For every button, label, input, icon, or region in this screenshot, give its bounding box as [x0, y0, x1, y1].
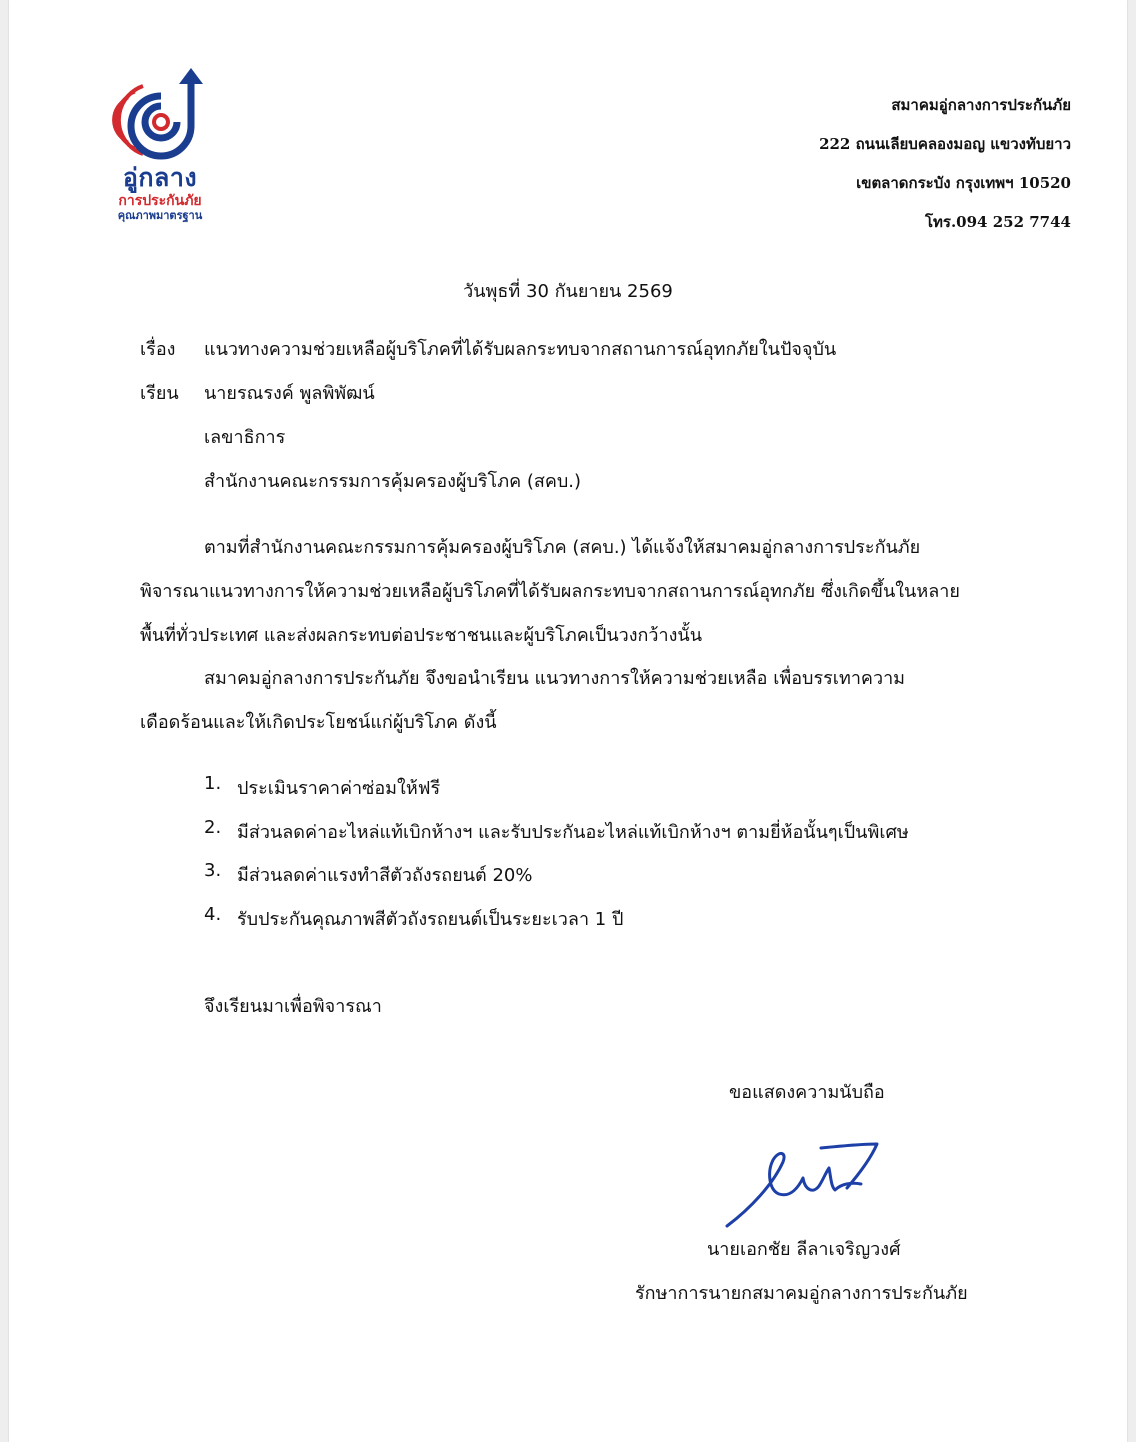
- paragraph-2-line-2: เดือดร้อนและให้เกิดประโยชน์แก่ผู้บริโภค ดังนี้: [140, 712, 497, 733]
- logo-main-text: อู่กลาง: [122, 163, 198, 192]
- subject-text: แนวทางความช่วยเหลือผู้บริโภคที่ได้รับผลกระทบจากสถานการณ์อุทกภัยในปัจจุบัน: [204, 339, 837, 360]
- recipient-position: เลขาธิการ: [204, 427, 286, 448]
- recipient-office: สำนักงานคณะกรรมการคุ้มครองผู้บริโภค (สคบ.): [204, 471, 582, 492]
- recipient-label: เรียน: [140, 383, 179, 404]
- letter-date: วันพุธที่ 30 กันยายน 2569: [463, 281, 673, 302]
- paragraph-1-line-3: พื้นที่ทั่วประเทศ และส่งผลกระทบต่อประชาชนและผู้บริโภคเป็นวงกว้างนั้น: [140, 625, 703, 646]
- list-item-number: 2.: [204, 817, 222, 838]
- list-item-number: 4.: [204, 904, 222, 925]
- list-item-number: 3.: [204, 860, 222, 881]
- logo-subtitle: การประกันภัย: [118, 193, 202, 209]
- subject-label: เรื่อง: [140, 339, 176, 360]
- list-item: รับประกันคุณภาพสีตัวถังรถยนต์เป็นระยะเวลา 1 ปี: [237, 909, 624, 930]
- list-item-number: 1.: [204, 773, 222, 794]
- closing-text: จึงเรียนมาเพื่อพิจารณา: [204, 996, 382, 1017]
- association-logo: [105, 64, 215, 224]
- letter-page: [9, 0, 1127, 1442]
- paragraph-1-line-1: ตามที่สำนักงานคณะกรรมการคุ้มครองผู้บริโภค (สคบ.) ได้แจ้งให้สมาคมอู่กลางการประกันภัย: [204, 537, 921, 558]
- logo-emblem-icon: [105, 64, 215, 164]
- recipient-name: นายรณรงค์ พูลพิพัฒน์: [204, 383, 375, 404]
- letterhead-address: [819, 86, 1071, 242]
- logo-tagline: คุณภาพมาตรฐาน: [117, 209, 203, 222]
- signer-name: นายเอกชัย ลีลาเจริญวงศ์: [707, 1239, 901, 1260]
- paragraph-2-line-1: สมาคมอู่กลางการประกันภัย จึงขอนำเรียน แนวทางการให้ความช่วยเหลือ เพื่อบรรเทาความ: [204, 668, 906, 689]
- phone-number: โทร.094 252 7744: [924, 213, 1071, 231]
- paragraph-1-line-2: พิจารณาแนวทางการให้ความช่วยเหลือผู้บริโภคที่ได้รับผลกระทบจากสถานการณ์อุทกภัย ซึ่งเกิดขึ้นในหลาย: [140, 581, 960, 602]
- list-item: ประเมินราคาค่าซ่อมให้ฟรี: [237, 778, 441, 799]
- regards-text: ขอแสดงความนับถือ: [729, 1082, 885, 1103]
- signer-title: รักษาการนายกสมาคมอู่กลางการประกันภัย: [635, 1283, 968, 1304]
- address-line-2: เขตลาดกระบัง กรุงเทพฯ 10520: [856, 174, 1071, 192]
- list-item: มีส่วนลดค่าอะไหล่แท้เบิกห้างฯ และรับประกันอะไหล่แท้เบิกห้างฯ ตามยี่ห้อนั้นๆเป็นพิเศษ: [237, 822, 909, 843]
- association-name: สมาคมอู่กลางการประกันภัย: [891, 96, 1071, 114]
- address-line-1: 222 ถนนเลียบคลองมอญ แขวงทับยาว: [819, 135, 1071, 153]
- signature-icon: [721, 1138, 891, 1230]
- list-item: มีส่วนลดค่าแรงทำสีตัวถังรถยนต์ 20%: [237, 865, 533, 886]
